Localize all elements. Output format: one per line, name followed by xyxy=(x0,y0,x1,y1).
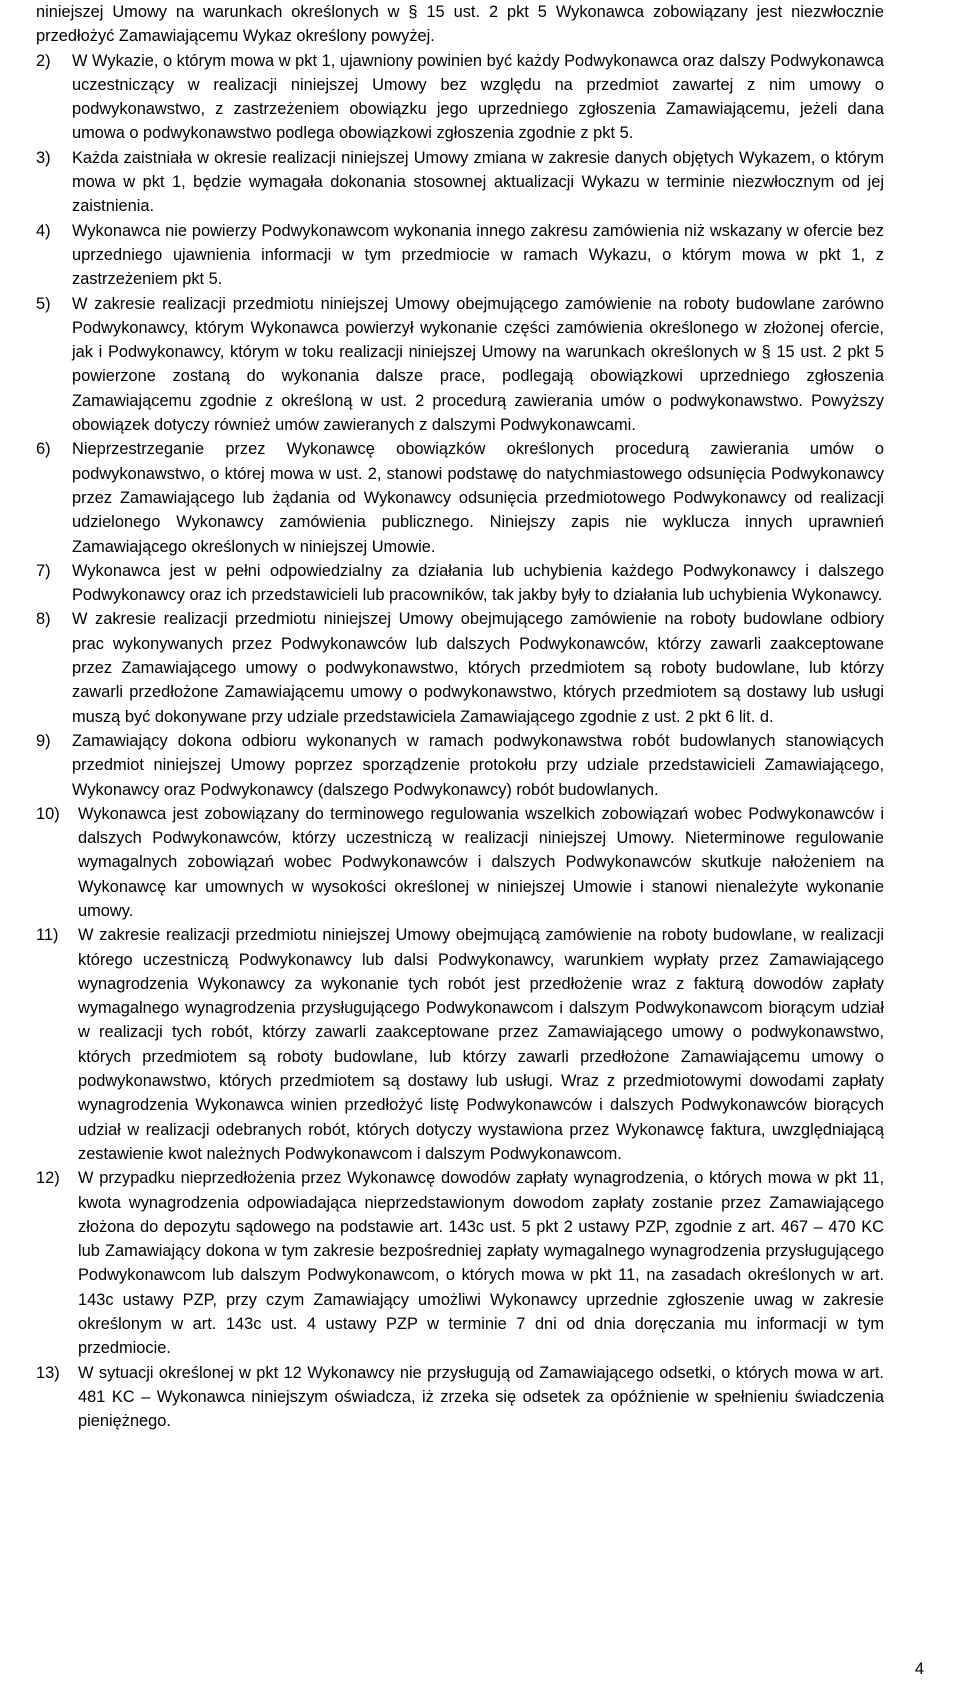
numbered-list xyxy=(36,49,884,1434)
list-item xyxy=(36,1361,884,1434)
list-item xyxy=(36,49,884,146)
list-item-text: Nieprzestrzeganie przez Wykonawcę obowiązków określonych procedurą zawierania umów o podwykonawstwo, o której mowa w ust. 2, stanowi podstawę do natychmiastowego odsunięcia Podwykonawcy przez Zamawiającego lub żądania od Wykonawcy odsunięcia przedmiotowego Podwykonawcy od realizacji udzielonego Wykonawcy zamówienia publicznego. Niniejszy zapis nie wyklucza innych uprawnień Zamawiającego określonych w niniejszej Umowie. xyxy=(72,440,884,556)
list-item xyxy=(36,923,884,1166)
list-item-text: W przypadku nieprzedłożenia przez Wykonawcę dowodów zapłaty wynagrodzenia, o których mowa w pkt 11, kwota wynagrodzenia odpowiadająca nieprzedstawionym dowodom zapłaty zostanie przez Zamawiającego złożona do depozytu sądowego na podstawie art. 143c ust. 5 pkt 2 ustawy PZP, zgodnie z art. 467 – 470 KC lub Zamawiający dokona w tym zakresie bezpośredniej zapłaty wymagalnego wynagrodzenia przysługującego Podwykonawcom lub dalszym Podwykonawcom, o których mowa w pkt 11, na zasadach określonych w art. 143c ustawy PZP, przy czym Zamawiający umożliwi Wykonawcy uprzednie zgłoszenie uwag w zakresie określonym w art. 143c ust. 4 ustawy PZP w terminie 7 dni od dnia doręczania mu informacji w tym przedmiocie. xyxy=(78,1169,884,1358)
list-item-text: W zakresie realizacji przedmiotu niniejszej Umowy obejmującą zamówienie na roboty budowlane, w realizacji którego uczestniczą Podwykonawcy lub dalsi Podwykonawcy, warunkiem wypłaty przez Zamawiającego wynagrodzenia Wykonawcy za wykonanie tych robót jest przedłożenie wraz z fakturą dowodów zapłaty wymagalnego wynagrodzenia przysługującego Podwykonawcom i dalszym Podwykonawcom biorącym udział w realizacji tych robót, którzy zawarli zaakceptowane przez Zamawiającego umowy o podwykonawstwo, których przedmiotem są roboty budowlane, lub którzy zawarli przedłożone Zamawiającemu umowy o podwykonawstwo, których przedmiotem są dostawy lub usługi. Wraz z przedmiotowymi dowodami zapłaty wynagrodzenia Wykonawca winien przedłożyć listę Podwykonawców i dalszych Podwykonawców biorących udział w realizacji odebranych robót, których dotyczy wystawiona przez Wykonawcę faktura, uwzględniającą zestawienie kwot należnych Podwykonawcom i dalszym Podwykonawcom. xyxy=(78,926,884,1163)
list-item xyxy=(36,219,884,292)
list-item-number: 9) xyxy=(36,731,51,750)
list-item xyxy=(36,1166,884,1360)
continuation-paragraph: niniejszej Umowy na warunkach określonych w § 15 ust. 2 pkt 5 Wykonawca zobowiązany jest niezwłocznie przedłożyć Zamawiającemu Wykaz określony powyżej. xyxy=(36,3,884,46)
list-item xyxy=(36,292,884,438)
list-item-number: 4) xyxy=(36,221,51,240)
list-item-number: 13) xyxy=(36,1363,60,1382)
list-item-text: W sytuacji określonej w pkt 12 Wykonawcy nie przysługują od Zamawiającego odsetki, o których mowa w art. 481 KC – Wykonawca niniejszym oświadcza, iż zrzeka się odsetek za opóźnienie w spełnieniu świadczenia pieniężnego. xyxy=(78,1363,884,1431)
list-item-text: W zakresie realizacji przedmiotu niniejszej Umowy obejmującego zamówienie na roboty budowlane odbiory prac wykonywanych przez Podwykonawców lub dalszych Podwykonawców, którzy zawarli zaakceptowane przez Zamawiającego umowy o podwykonawstwo, których przedmiotem są roboty budowlane, lub którzy zawarli przedłożone Zamawiającemu umowy o podwykonawstwo, których przedmiotem są dostawy lub usługi muszą być dokonywane przy udziale przedstawiciela Zamawiającego zgodnie z ust. 2 pkt 6 lit. d. xyxy=(72,610,884,726)
list-item-number: 8) xyxy=(36,610,51,629)
list-item-text: Wykonawca jest w pełni odpowiedzialny za działania lub uchybienia każdego Podwykonawcy i dalszego Podwykonawcy oraz ich przedstawicieli lub pracowników, tak jakby były to działania lub uchybienia Wykonawcy. xyxy=(72,561,884,605)
list-item-number: 5) xyxy=(36,294,51,313)
list-item-number: 7) xyxy=(36,561,51,580)
list-item-number: 11) xyxy=(36,926,59,945)
page-number: 4 xyxy=(914,1660,924,1678)
list-item xyxy=(36,802,884,923)
list-item-number: 3) xyxy=(36,148,51,167)
list-item xyxy=(36,146,884,219)
list-item-number: 2) xyxy=(36,51,51,70)
list-item-text: Każda zaistniała w okresie realizacji niniejszej Umowy zmiana w zakresie danych objętych Wykazem, o którym mowa w pkt 1, będzie wymagała dokonania stosownej aktualizacji Wykazu w terminie niezwłocznym od jej zaistnienia. xyxy=(72,148,884,216)
list-item-text: Wykonawca nie powierzy Podwykonawcom wykonania innego zakresu zamówienia niż wskazany w ofercie bez uprzedniego ujawnienia informacji w tym przedmiocie w ramach Wykazu, o którym mowa w pkt 1, z zastrzeżeniem pkt 5. xyxy=(72,221,884,289)
list-item-number: 6) xyxy=(36,440,51,459)
list-item xyxy=(36,437,884,558)
list-item-number: 10) xyxy=(36,804,60,823)
list-item-text: Wykonawca jest zobowiązany do terminowego regulowania wszelkich zobowiązań wobec Podwykonawców i dalszych Podwykonawców, którzy uczestniczą w realizacji niniejszej Umowy. Nieterminowe regulowanie wymagalnych zobowiązań wobec Podwykonawców i dalszych Podwykonawców skutkuje nałożeniem na Wykonawcę kar umownych w wysokości określonej w niniejszej Umowie i stanowi nienależyte wykonanie umowy. xyxy=(78,804,884,920)
list-item-number: 12) xyxy=(36,1169,60,1188)
list-item xyxy=(36,729,884,802)
list-item xyxy=(36,559,884,608)
document-page xyxy=(36,0,884,1434)
list-item-text: W zakresie realizacji przedmiotu niniejszej Umowy obejmującego zamówienie na roboty budowlane zarówno Podwykonawcy, którym Wykonawca powierzył wykonanie części zamówienia określonego w złożonej ofercie, jak i Podwykonawcy, którym w toku realizacji niniejszej Umowy na warunkach określonych w § 15 ust. 2 pkt 5 powierzone zostaną do wykonania dalsze prace, podlegają obowiązkowi uprzedniego zgłoszenia Zamawiającemu zgodnie z określoną w ust. 2 procedurą zawierania umów o podwykonawstwo. Powyższy obowiązek dotyczy również umów zawieranych z dalszymi Podwykonawcami. xyxy=(72,294,884,435)
list-item xyxy=(36,607,884,728)
list-item-text: Zamawiający dokona odbioru wykonanych w ramach podwykonawstwa robót budowlanych stanowiących przedmiot niniejszej Umowy poprzez sporządzenie protokołu przy udziale przedstawicieli Zamawiającego, Wykonawcy oraz Podwykonawcy (dalszego Podwykonawcy) robót budowlanych. xyxy=(72,731,884,799)
list-item-text: W Wykazie, o którym mowa w pkt 1, ujawniony powinien być każdy Podwykonawca oraz dalszy Podwykonawca uczestniczący w realizacji niniejszej Umowy bez względu na przedmiot zawartej z nim umowy o podwykonawstwo, z zastrzeżeniem obowiązku jego uprzedniego zgłoszenia Zamawiającemu, jeżeli dana umowa o podwykonawstwo podlega obowiązkowi zgłoszenia zgodnie z pkt 5. xyxy=(72,51,884,143)
